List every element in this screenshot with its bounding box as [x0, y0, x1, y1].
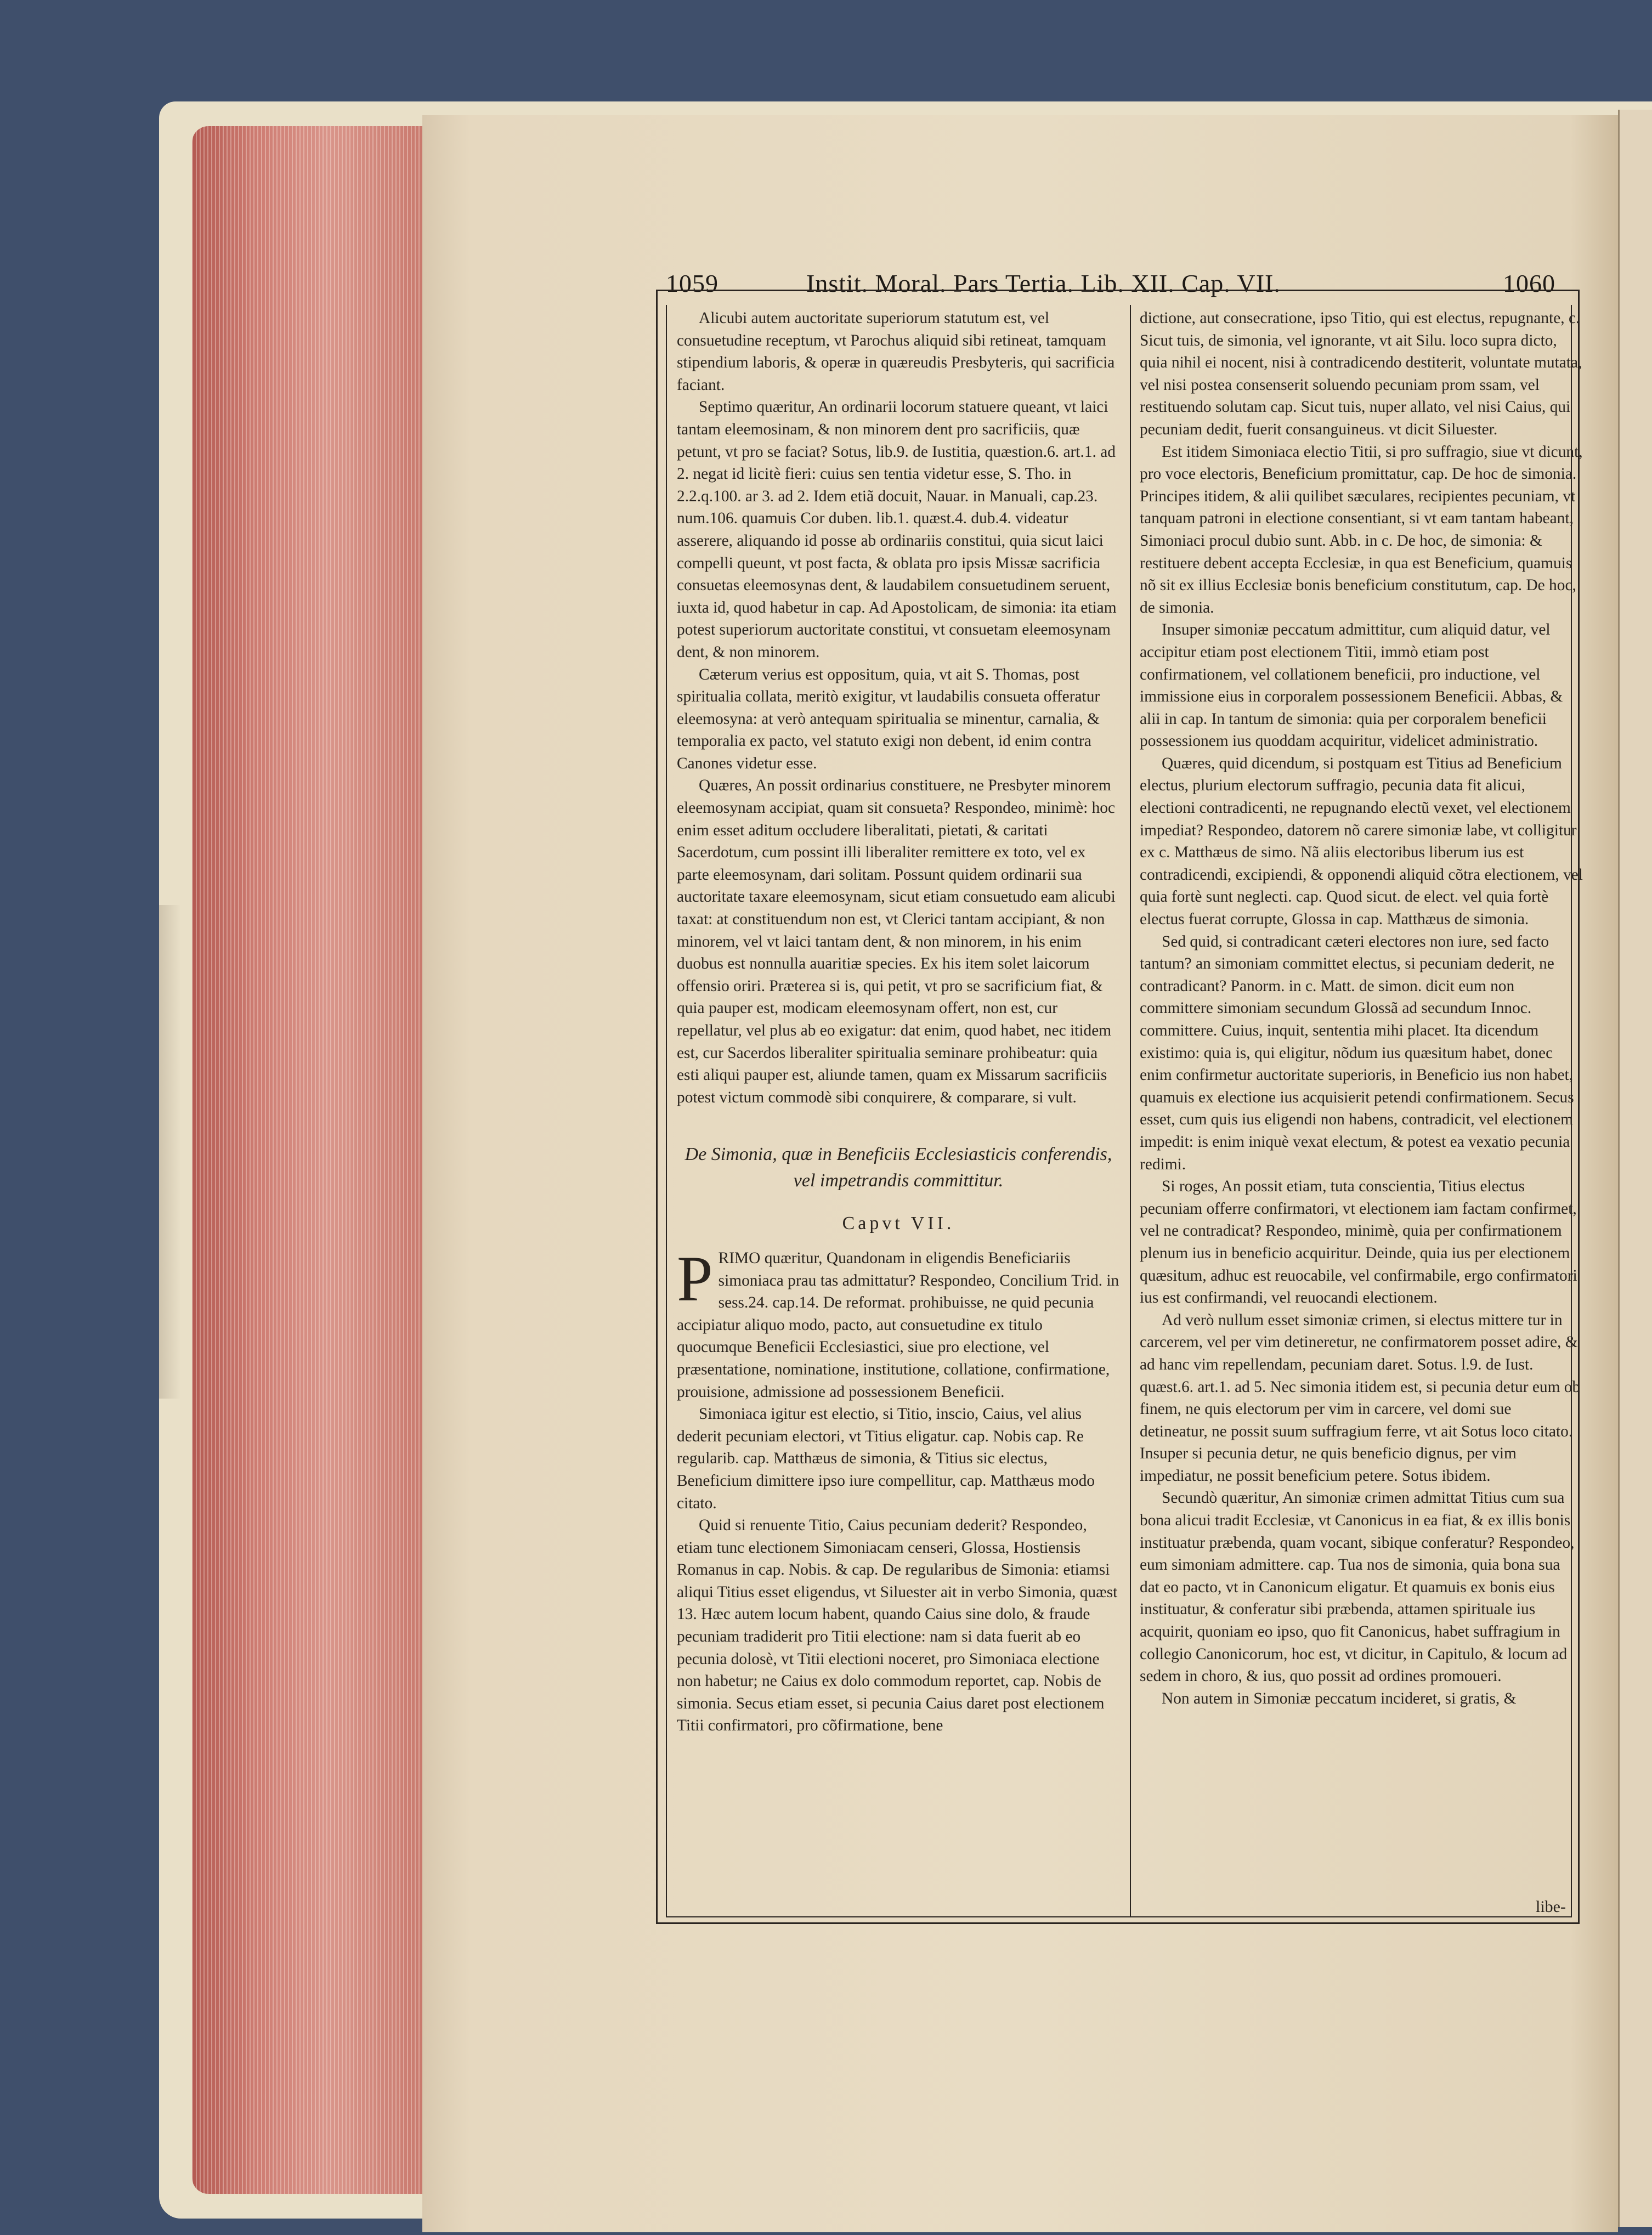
paragraph: Alicubi autem auctoritate superiorum statutum est, vel consuetudine receptum, vt Parochus aliquid sibi retineat, tamquam stipendium laboris, & operæ in quæreudis Presbyteris, qui sacrificia faciant. — [677, 309, 1115, 394]
paragraph: Secundò quæritur, An simoniæ crimen admittat Titius cum sua bona alicui tradit Ecclesiæ, vt Canonicus in ea fiat, & ex illis bonis instituatur præbenda, quam vocant, sibique conferatur? Respondeo, eum simoniam admittere. cap. Tua nos de simonia, quia bona sua dat eo pacto, vt in Canonicum eligatur. Et quamuis ex bonis eius instituatur, & conferatur sibi præbenda, attamen spirituale ius acquirit, quoniam eo ipso, quo fit Canonicus, habet suffragium in collegio Canonicorum, hoc est, vt dicitur, in Capitulo, & locum ad sedem in choro, & ius, quo possit ad ordines promoueri. — [1140, 1489, 1575, 1685]
cover-edge — [159, 905, 181, 1399]
paragraph: Ad verò nullum esset simoniæ crimen, si electus mittere tur in carcerem, vel per vim detineretur, ne confirmatorem posset adire, & ad hanc vim repellendam, pecuniam daret. Sotus. l.9. de Iust. quæst.6. art.1. ad 5. Nec simonia itidem est, si pecunia detur eum ob finem, ne quis electorum per vim in carcere, vel domi sue detineatur, ne possit suum suffragium ferre, vt ait Sotus loco citato. Insuper si pecunia detur, ne quis beneficio dignus, per vim impediatur, ne possit beneficium petere. Sotus ibidem. — [1140, 1311, 1581, 1485]
right-page-edge — [1618, 110, 1652, 2227]
page-fore-edge — [192, 126, 422, 2194]
paragraph-text: RIMO quæritur, Quandonam in eligendis Beneficiariis simoniaca prau tas admittatur? Respondeo, Concilium Trid. in sess.24. cap.14. De reformat. prohibuisse, ne quid pecunia accipiatur aliquo modo, pacto, aut consuetudine ex titulo quocumque Beneficii Ecclesiastici, siue pro electione, vel præsentatione, nominatione, institutione, collatione, confirmatione, prouisione, admissione ad possessionem Beneficii. — [677, 1249, 1119, 1401]
running-title: Instit. Moral. Pars Tertia. Lib. XII. Cap. VII. — [806, 269, 1281, 297]
column-divider — [1130, 305, 1131, 1917]
paragraph: Septimo quæritur, An ordinarii locorum statuere queant, vt laici tantam eleemosinam, & non minorem dent pro sacrificiis, quæ petunt, vt pro se faciat? Sotus, lib.9. de Iustitia, quæstion.6. art.1. ad 2. negat id licitè fieri: cuius sen tentia videtur esse, S. Tho. in 2.2.q.100. ar 3. ad 2. Idem etiã docuit, Nauar. in Manuali, cap.23. num.106. quamuis Cor duben. lib.1. quæst.4. dub.4. videatur asserere, aliquando id posse ab ordinariis constitui, quia sicut laici compelli queunt, vt post facta, & oblata pro ipsis Missæ sacrificia consuetas eleemosynas dent, & laudabilem consuetudinem seruent, iuxta id, quod habetur in cap. Ad Apostolicam, de simonia: ita etiam potest superiorum auctoritate constitui, vt consuetam eleemosynam dent, & non minorem. — [677, 398, 1117, 661]
right-page-number: 1060 — [1503, 269, 1555, 297]
paragraph: Sed quid, si contradicant cæteri electores non iure, sed facto tantum? an simoniam committet electus, si pecuniam dederit, ne contradicant? Panorm. in c. Matt. de simon. dicit eum non committere simoniam secundum Glossã ad secundum Innoc. committere. Cuius, inquit, sententia mihi placet. Ita dicendum existimo: quia is, qui eligitur, nõdum ius quæsitum habet, donec enim confirmetur auctoritate superioris, in Beneficio ius non habet, quamuis ex electione ius acquisierit petendi confirmationem. Secus esset, cum quis ius eligendi non habens, contradicit, vel electionem impedit: is enim iniquè vexat electum, & potest ea vexatio pecunia redimi. — [1140, 932, 1574, 1173]
catchword: libe- — [1536, 1898, 1566, 1916]
section-title: De Simonia, quæ in Beneficiis Ecclesiasticis conferendis, vel impetrandis committitur. — [684, 1144, 1112, 1191]
left-page-number: 1059 — [666, 269, 718, 297]
drop-cap: P — [677, 1242, 713, 1315]
paragraph — [677, 1242, 1120, 1403]
right-column — [1140, 307, 1583, 1710]
paragraph: Est itidem Simoniaca electio Titii, si pro suffragio, siue vt dicunt, pro voce electoris, Beneficium promittatur, cap. De hoc de simonia. Principes itidem, & alii quilibet sæculares, recipientes pecuniam, vt tanquam patroni in electione consentiant, si vt eam tantam habeant, Simoniaci procul dubio sunt. Abb. in c. De hoc, de simonia: & restituere debent accepta Ecclesiæ, in qua est Beneficium, quamuis nõ sit ex illius Ecclesiæ bonis beneficium constitutum, cap. De hoc, de simonia. — [1140, 443, 1583, 616]
chapter-heading: Capvt VII. — [842, 1213, 955, 1234]
paragraph: Simoniaca igitur est electio, si Titio, inscio, Caius, vel alius dederit pecuniam electori, vt Titius eligatur. cap. Nobis cap. Re regularib. cap. Matthæus de simonia, & Titius sic electus, Beneficium dimittere ipso iure compellitur, cap. Matthæus modo citato. — [677, 1405, 1095, 1512]
paragraph: dictione, aut consecratione, ipso Titio, qui est electus, repugnante, c. Sicut tuis, de simonia, vel ignorante, vt ait Silu. loco supra dicto, quia nihil ei nocent, nisi à contradicendo destiterit, voluntate mutata, vel nisi postea consenserit soluendo pecuniam prom ssam, vel restituendo solutam cap. Sicut tuis, nuper allato, vel nisi Caius, qui pecuniam dedit, fuerit consanguineus. vt dicit Siluester. — [1140, 309, 1582, 438]
paragraph: Non autem in Simoniæ peccatum incideret, si gratis, & — [1162, 1689, 1517, 1707]
paragraph: Quid si renuente Titio, Caius pecuniam dederit? Respondeo, etiam tunc electionem Simoniacam censeri, Glossa, Hostiensis Romanus in cap. Nobis. & cap. De regularibus de Simonia: etiamsi aliqui Titius esset eligendus, vt Siluester ait in verbo Simonia, quæst 13. Hæc autem locum habent, quando Caius sine dolo, & fraude pecuniam tradiderit pro Titii electione: nam si data fuerit ab eo pecunia dolosè, vt Titii electioni noceret, pro Simoniaca electione non habetur; ne Caius ex dolo commodum reportet, cap. Nobis de simonia. Secus etiam esset, si pecunia Caius daret post electionem Titii confirmatori, pro cõfirmatione, bene — [677, 1517, 1118, 1735]
paragraph: Quæres, quid dicendum, si postquam est Titius ad Beneficium electus, plurium electorum suffragio, pecunia data fit alicui, electioni contradicenti, ne repugnando electũ vexet, vel electionem impediat? Respondeo, datorem nõ carere simoniæ labe, vt colligitur ex c. Matthæus de simo. Nã aliis electoribus liberum ius est contradicendi, excipiendi, & opponendi aliquid cõtra electionem, vel quia fortè sunt neglecti. cap. Quod sicut. de elect. vel quia fortè electus fuerat corrupte, Glossa in cap. Matthæus de simonia. — [1140, 754, 1583, 929]
paragraph: Cæterum verius est oppositum, quia, vt ait S. Thomas, post spiritualia collata, meritò exigitur, vt laudabilis consueta offeratur eleemosyna: at verò antequam spiritualia se minentur, carnalia, & temporalia ex pacto, vel statuto exigi non debent, id enim contra Canones videtur esse. — [677, 665, 1100, 772]
paragraph: Insuper simoniæ peccatum admittitur, cum aliquid datur, vel accipitur etiam post electionem Titii, immò etiam post confirmationem, vel collationem beneficii, pro inductione, vel immissione eius in corporalem possessionem Beneficii. Abbas, & alii in cap. In tantum de simonia: quia per corporalem beneficii possessionem ius quoddam acquiritur, videlicet administratio. — [1140, 621, 1563, 750]
paragraph: Si roges, An possit etiam, tuta conscientia, Titius electus pecuniam offerre confirmatori, vt electionem iam factam confirmet, vel ne contradicat? Respondeo, minimè, quia per confirmationem plenum ius in beneficio acquiritur. Deinde, quia ius per electionem quæsitum, adhuc est reuocabile, vel confirmabile, ergo confirmatori ius est confirmandi, vel reuocandi electionem. — [1140, 1178, 1577, 1307]
paragraph: Quæres, An possit ordinarius constituere, ne Presbyter minorem eleemosynam accipiat, quam sit consueta? Respondeo, minimè: hoc enim esset aditum occludere liberalitati, pietati, & caritati Sacerdotum, cum possint illi liberaliter remittere ex toto, vel ex parte eleemosynam, dari solitam. Possunt quidem ordinarii sua auctoritate taxare eleemosynam, sicut etiam consuetudo eam alicubi taxat: at constituendum non est, vt Clerici tantam accipiant, & non minorem, vel vt laici tantam dent, & non minorem, in his enim duobus est nonnulla auaritiæ species. Ex his item solet laicorum offensio oriri. Præterea si is, qui petit, vt pro se sacrificium fiat, & quia pauper est, modicam eleemosynam offert, non est, cur repellatur, vel plus ab eo exigatur: dat enim, quod habet, nec itidem est, cur Sacerdos liberaliter spiritualia seminare prohibeatur: quia esti aliqui pauper est, aliunde tamen, quam ex Missarum sacrificiis potest victum commodè sibi conquirere, & comparare, si vult. — [677, 777, 1116, 1106]
left-column — [677, 307, 1120, 1737]
